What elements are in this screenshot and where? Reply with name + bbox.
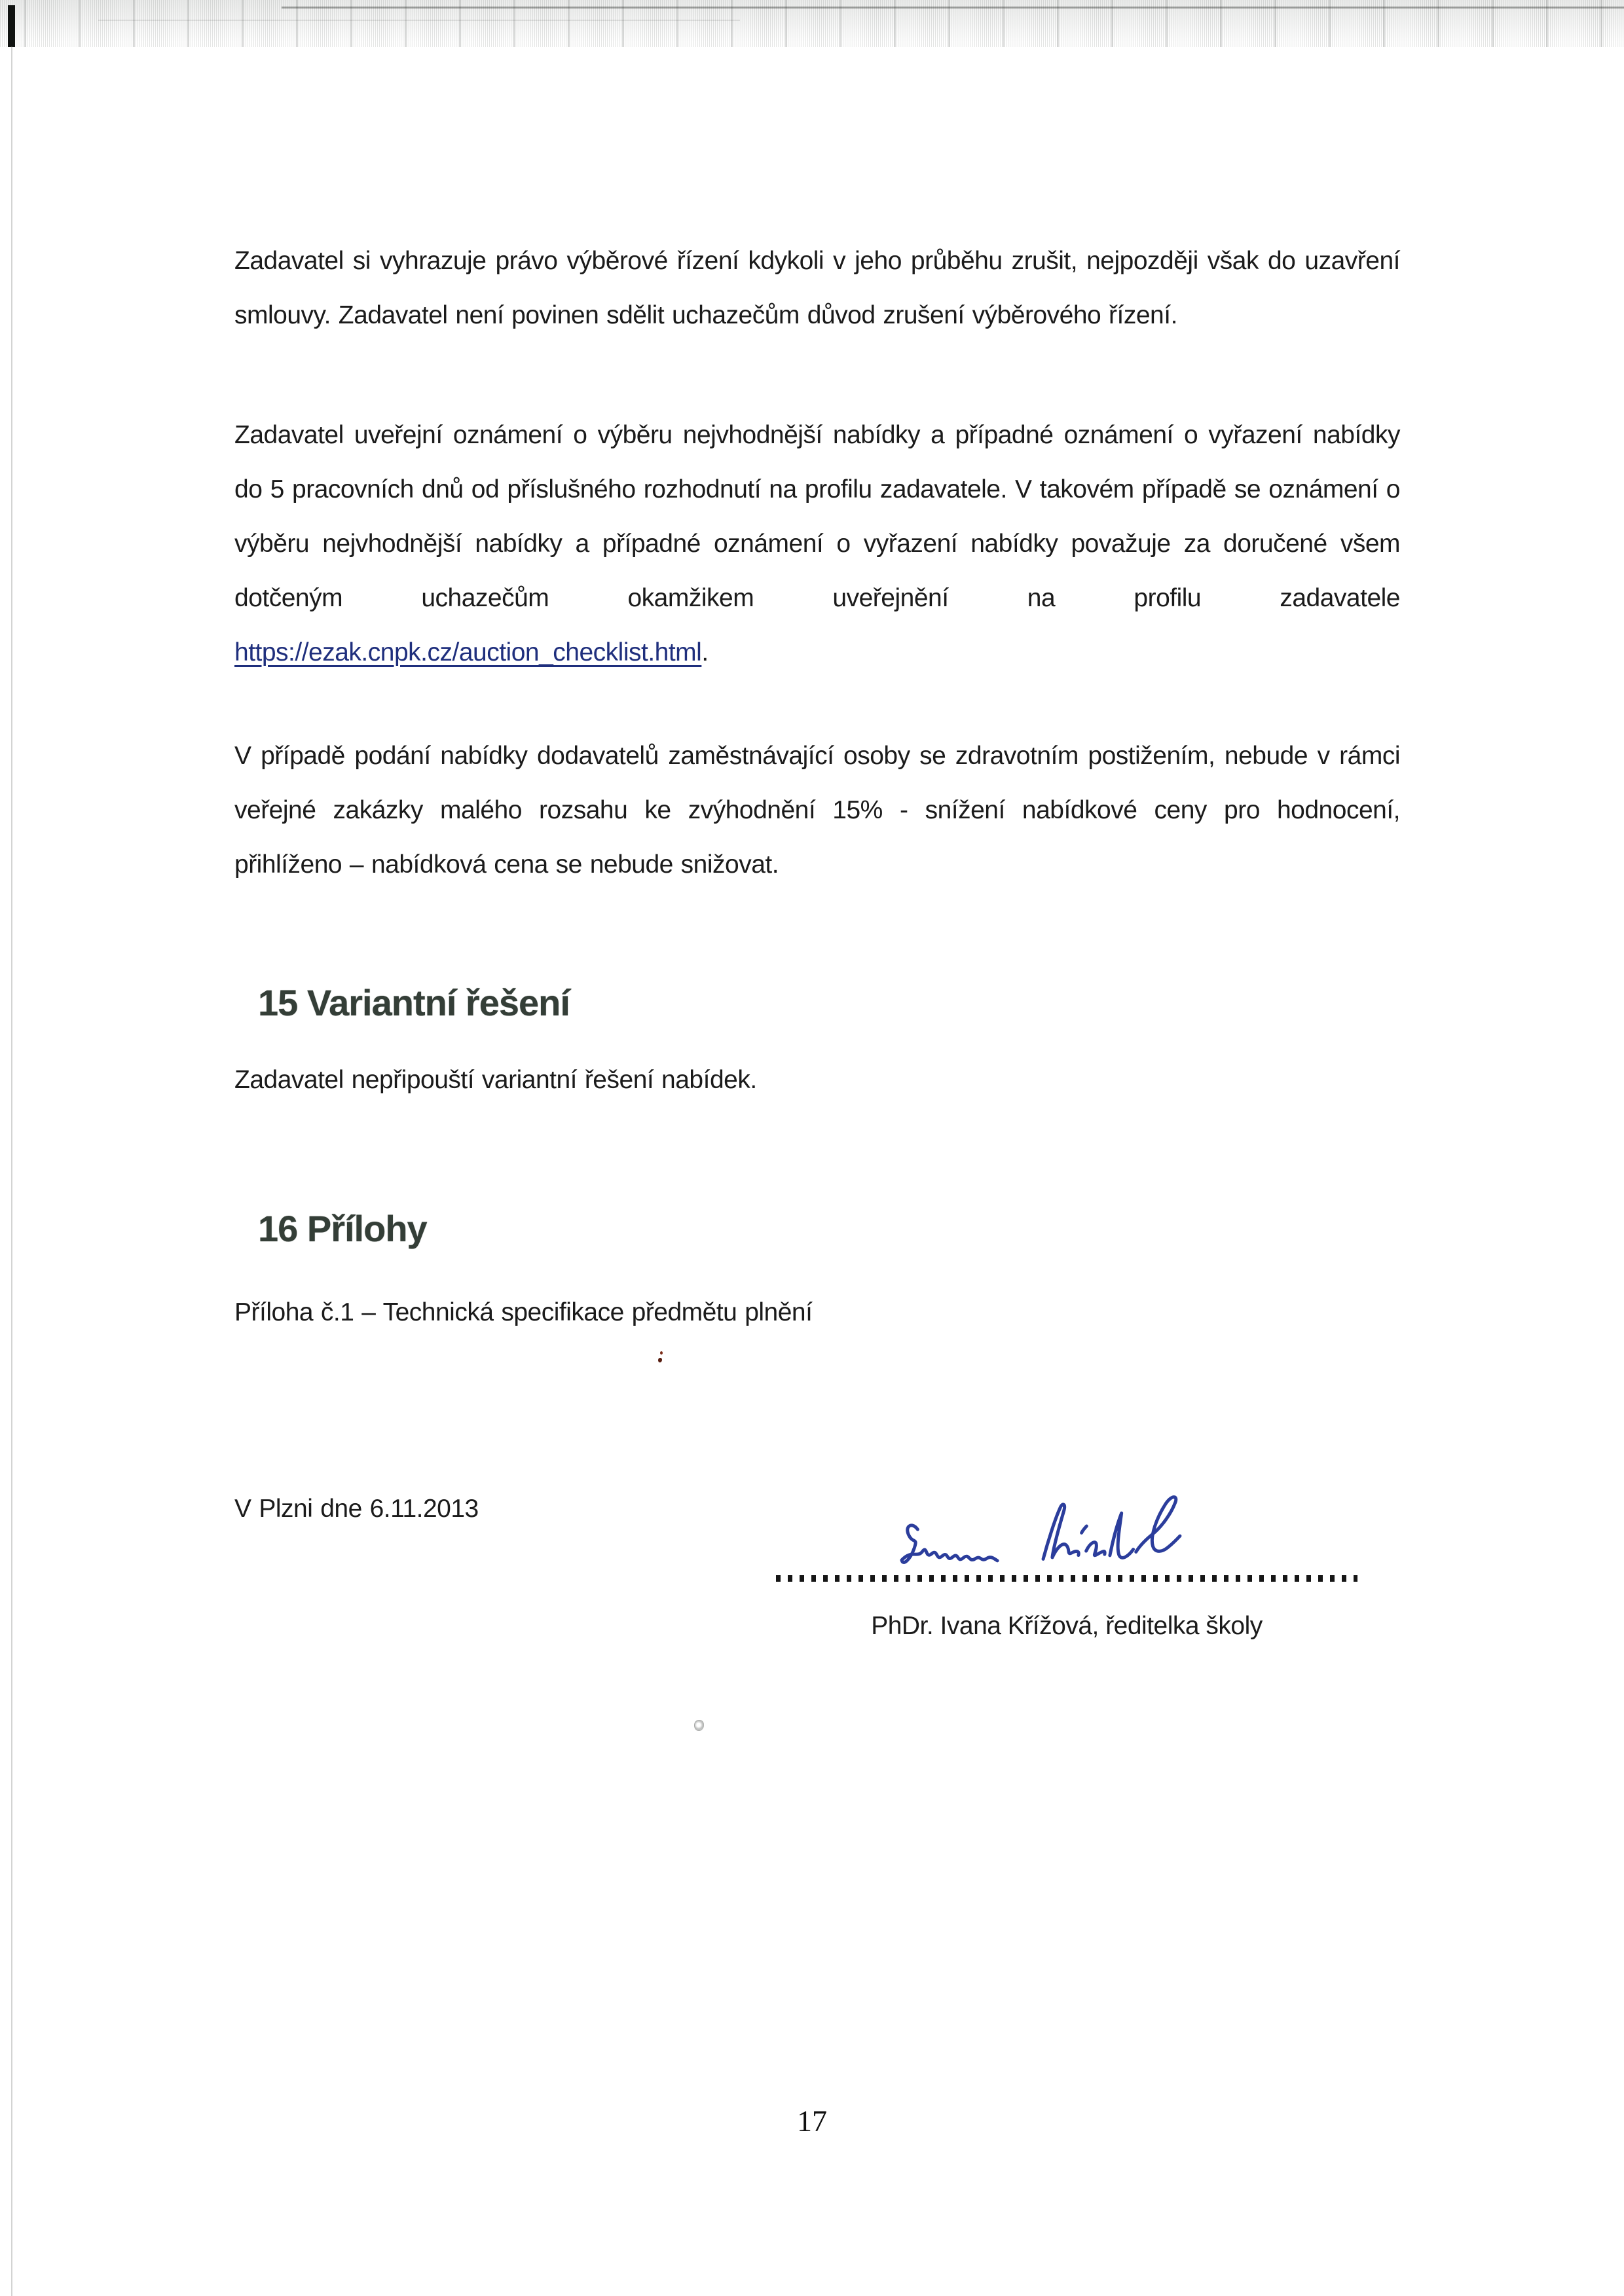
paragraph-cancellation-right: Zadavatel si vyhrazuje právo výběrové řízení kdykoli v jeho průběhu zrušit, nejpozději však do uzavření smlouvy. Zadavatel není povinen sdělit uchazečům důvod zrušení výběrového řízení. [234,247,1400,329]
auction-checklist-link[interactable]: https://ezak.cnpk.cz/auction_checklist.html [234,638,702,666]
section-16-heading: 16 Přílohy [258,1208,427,1249]
paragraph-announcement [234,408,1400,680]
scan-speck-gray [694,1720,704,1731]
section-16-body: Příloha č.1 – Technická specifikace předmětu plnění [234,1298,813,1326]
signature-ink [877,1494,1185,1582]
section-15-heading: 15 Variantní řešení [258,982,570,1023]
paragraph-disability-preference: V případě podání nabídky dodavatelů zaměstnávající osoby se zdravotním postižením, nebude v rámci veřejné zakázky malého rozsahu ke zvýhodnění 15% - snížení nabídkové ceny pro hodnocení, přihlíženo – nabídková cena se nebude snižovat. [234,742,1400,879]
page-number: 17 [797,2104,827,2138]
scan-speck-red [658,1351,663,1363]
scan-noise-line-faint [98,20,740,21]
scan-noise-line [282,7,1624,9]
section-15-body: Zadavatel nepřipouští variantní řešení nabídek. [234,1066,757,1094]
scan-edge-bar [8,5,15,47]
scan-edge-line [11,46,12,2296]
signatory-name: PhDr. Ivana Křížová, ředitelka školy [871,1612,1263,1640]
signature-dotted-line [776,1575,1357,1582]
paragraph-announcement-text: Zadavatel uveřejní oznámení o výběru nejvhodnější nabídky a případné oznámení o vyřazení nabídky do 5 pracovních dnů od příslušného rozhodnutí na profilu zadavatele. V takovém případě se oznámení o výběru nejvhodnější nabídky a případné oznámení o vyřazení nabídky považuje za doručené všem dotčeným uchazečům okamžikem uveřejnění na profilu zadavatele [234,421,1400,612]
link-suffix-period: . [701,638,709,666]
date-place-line: V Plzni dne 6.11.2013 [234,1495,479,1523]
